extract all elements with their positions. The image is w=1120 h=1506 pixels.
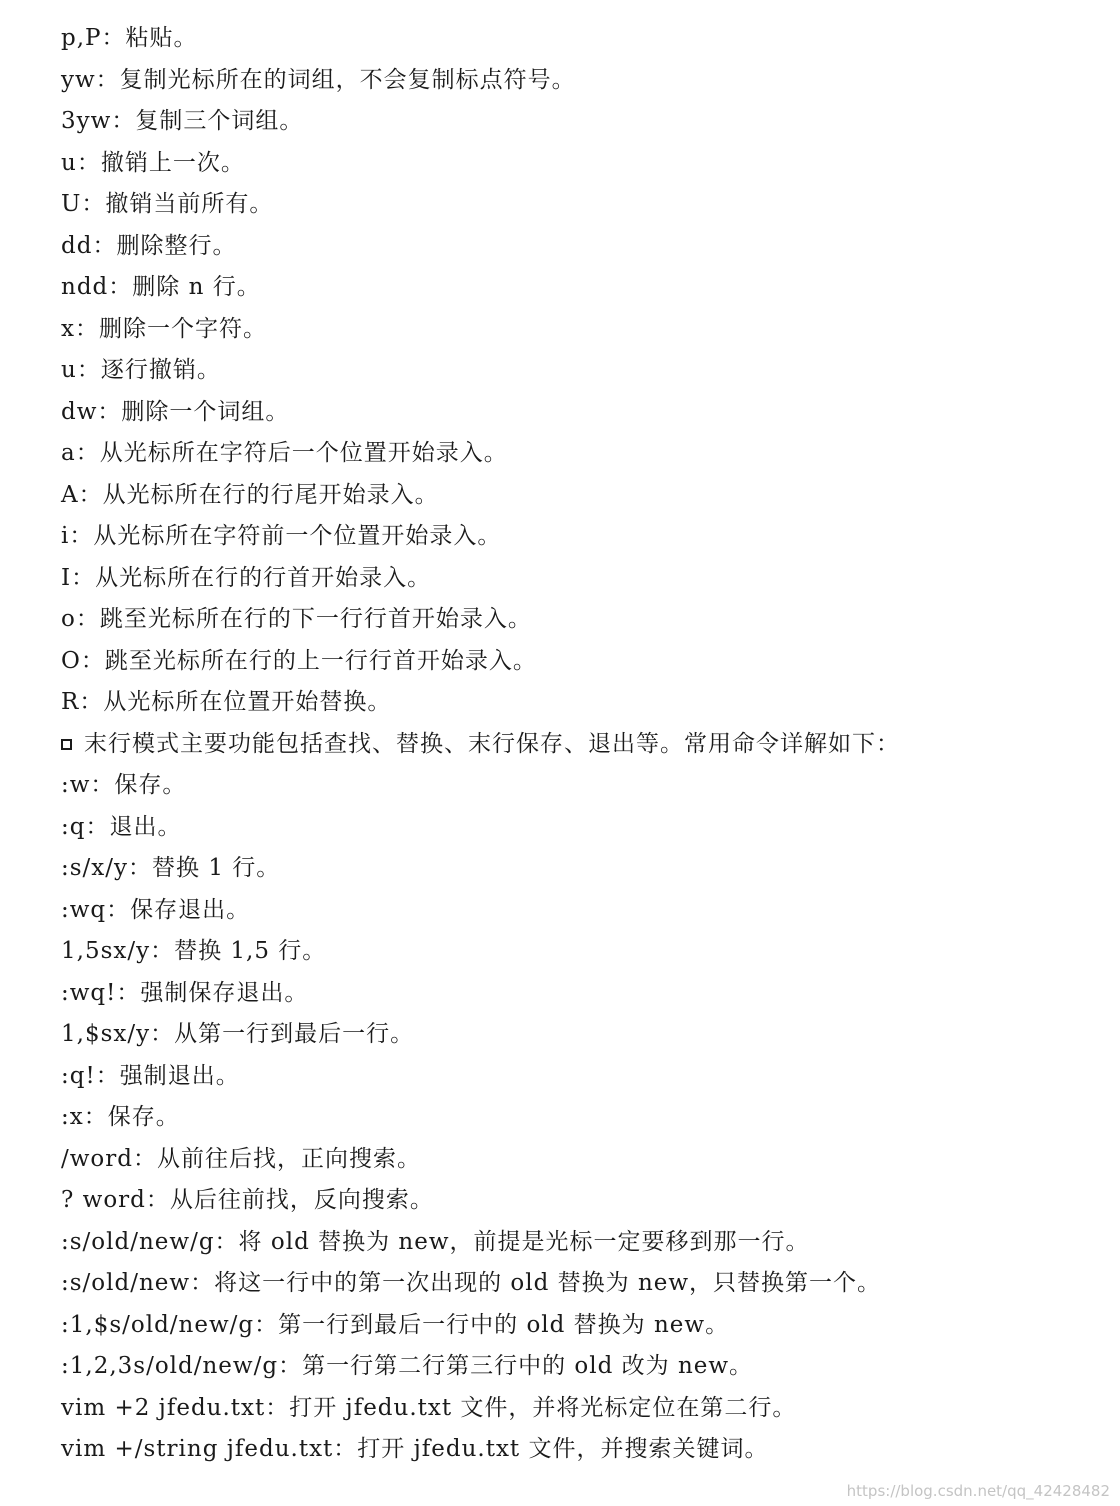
bullet-line: [61, 724, 1101, 766]
text-line: dd：删除整行。: [61, 232, 237, 259]
text-line: :1,$s/old/new/g：第一行到最后一行中的 old 替换为 new。: [61, 1311, 730, 1338]
text-line: :q：退出。: [61, 813, 182, 840]
text-line: :s/old/new/g：将 old 替换为 new，前提是光标一定要移到那一行。: [61, 1228, 810, 1255]
text-line: :w：保存。: [61, 772, 187, 798]
text-line: yw：复制光标所在的词组，不会复制标点符号。: [61, 66, 576, 93]
text-line: i：从光标所在字符前一个位置开始录入。: [61, 523, 502, 549]
text-line: p,P：粘贴。: [61, 25, 198, 51]
text-line: :x：保存。: [61, 1104, 180, 1130]
text-line: U：撤销当前所有。: [61, 191, 274, 217]
text-line: O：跳至光标所在行的上一行行首开始录入。: [61, 647, 537, 674]
text-line: :s/old/new：将这一行中的第一次出现的 old 替换为 new，只替换第一个。: [61, 1270, 882, 1296]
text-line: u：逐行撤销。: [61, 357, 221, 383]
text-line: :wq：保存退出。: [61, 896, 251, 923]
text-line: a：从光标所在字符后一个位置开始录入。: [61, 440, 508, 466]
text-line: R：从光标所在位置开始替换。: [61, 689, 392, 715]
square-bullet-icon: [61, 739, 72, 750]
text-line: vim +/string jfedu.txt：打开 jfedu.txt 文件，并搜索关键词。: [61, 1436, 769, 1462]
text-line: :q!：强制退出。: [61, 1062, 240, 1089]
text-line: :s/x/y：替换 1 行。: [61, 855, 281, 881]
text-line: :wq!：强制保存退出。: [61, 979, 309, 1006]
text-line: 1,5sx/y：替换 1,5 行。: [61, 938, 327, 964]
watermark-text: https://blog.csdn.net/qq_42428482: [846, 1482, 1110, 1500]
text-line: ndd：删除 n 行。: [61, 274, 261, 300]
text-line: u：撤销上一次。: [61, 149, 245, 176]
text-line: 1,$sx/y：从第一行到最后一行。: [61, 1021, 415, 1047]
document-body: [61, 18, 1101, 1471]
text-line: :1,2,3s/old/new/g：第一行第二行第三行中的 old 改为 new。: [61, 1353, 754, 1379]
text-line: dw：删除一个词组。: [61, 398, 290, 425]
text-line: I：从光标所在行的行首开始录入。: [61, 564, 432, 591]
bullet-text: 末行模式主要功能包括查找、替换、末行保存、退出等。常用命令详解如下：: [84, 730, 900, 757]
text-line: x：删除一个字符。: [61, 315, 267, 342]
text-line: ? word：从后往前找，反向搜索。: [61, 1187, 434, 1213]
text-line: /word：从前往后找，正向搜索。: [61, 1145, 422, 1172]
text-line: o：跳至光标所在行的下一行行首开始录入。: [61, 606, 532, 632]
text-line: vim +2 jfedu.txt：打开 jfedu.txt 文件，并将光标定位在第二行。: [61, 1394, 797, 1421]
text-line: A：从光标所在行的行尾开始录入。: [61, 481, 439, 508]
text-line: 3yw：复制三个词组。: [61, 108, 304, 134]
